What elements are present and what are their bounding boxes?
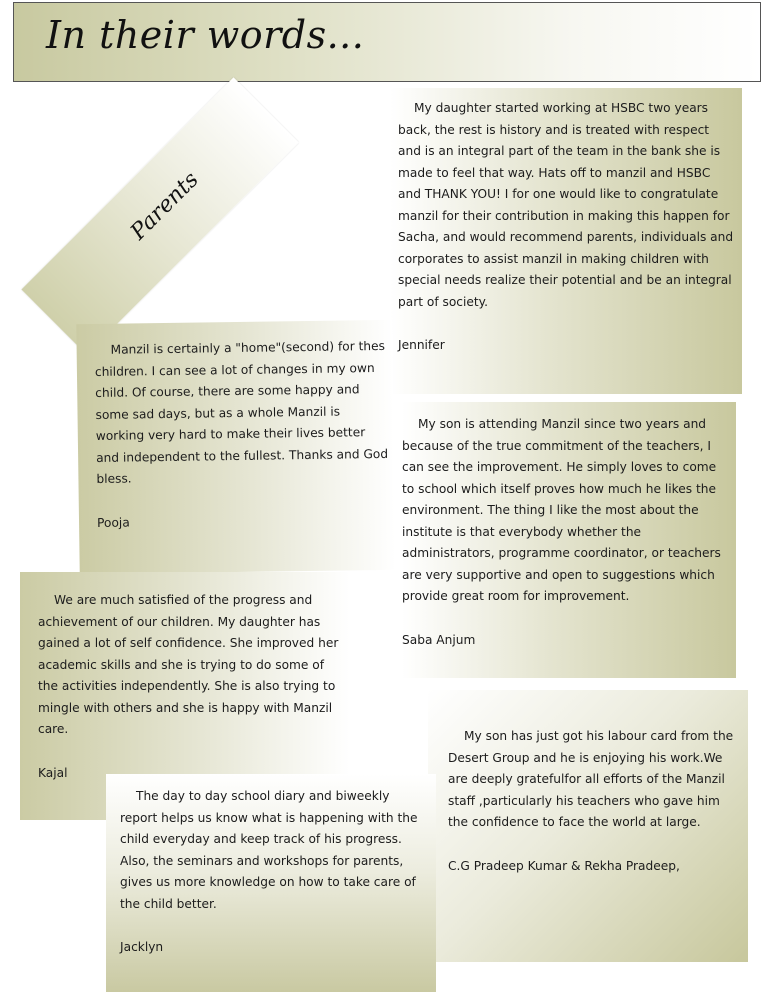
testimonial-author: Jacklyn [120, 940, 164, 954]
testimonial-author: C.G Pradeep Kumar & Rekha Pradeep, [448, 858, 680, 873]
testimonial-card-saba [402, 402, 736, 678]
testimonial-author: Kajal [38, 765, 68, 780]
parents-banner [21, 77, 298, 354]
testimonial-card-jennifer [390, 88, 742, 394]
testimonial-author: Pooja [96, 514, 130, 530]
page-header [13, 2, 761, 82]
testimonial-text: My son has just got his labour card from the Desert Group and he is enjoying his work.We are deeply gratefulfor all efforts of the Manzil staff ,particularly his teachers who gave him the confidence to face the world at large. [448, 729, 734, 829]
testimonial-card-pooja [76, 320, 395, 574]
testimonial-author: Jennifer [398, 338, 445, 352]
testimonial-author: Saba Anjum [402, 632, 476, 647]
testimonial-text: The day to day school diary and biweekly report helps us know what is happening with the child everyday and keep track of his progress. Also, the seminars and workshops for parents, gives us more knowledge on how to take care of the child better. [120, 789, 418, 911]
testimonial-text: My daughter started working at HSBC two years back, the rest is history and is treated with respect and is an integral part of the team in the bank she is made to feel that way. Hats off to manzil and HSBC and THANK YOU! I for one would like to congratulate manzil for their contribution in making this happen for Sacha, and would recommend parents, individuals and corporates to assist manzil in making children with special needs realize their potential and be an integral part of society. [398, 101, 734, 309]
testimonial-text: My son is attending Manzil since two years and because of the true commitment of the teachers, I can see the improvement. He simply loves to come to school which itself proves how much he likes the environment. The thing I like the most about the institute is that everybody whether the administrators, programme coordinator, or teachers are very supportive and open to suggestions which provide great room for improvement. [402, 417, 721, 603]
parents-banner-label: Parents [126, 167, 204, 245]
testimonial-text: We are much satisfied of the progress and achievement of our children. My daughter has gained a lot of self confidence. She improved her academic skills and she is trying to do some of the activities independently. She is also trying to mingle with others and she is happy with Manzil care. [38, 593, 339, 736]
page-title: In their words... [46, 13, 365, 57]
testimonial-text: Manzil is certainly a "home"(second) for thes children. I can see a lot of changes in my own child. Of course, there are some happy and some sad days, but as a whole Manzil is working very hard to make their lives better and independent to the fullest. Thanks and God bless. [94, 338, 389, 486]
testimonial-card-pradeep [428, 690, 748, 962]
testimonial-card-jacklyn [106, 774, 436, 992]
